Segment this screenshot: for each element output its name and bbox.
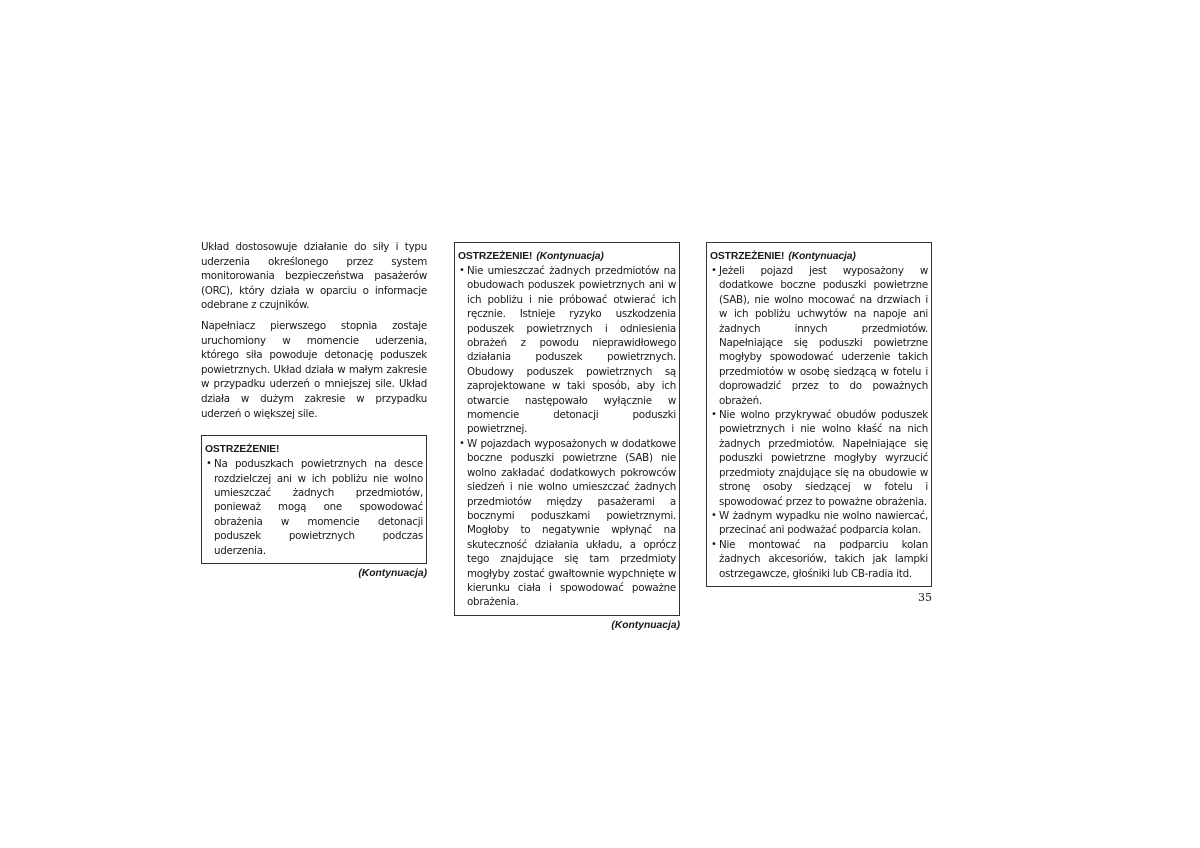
bullet-icon: • xyxy=(711,509,717,521)
page-number: 35 xyxy=(918,591,932,604)
warning-title xyxy=(458,250,676,264)
warning-title-text: OSTRZEŻENIE! xyxy=(710,251,785,262)
warning-item xyxy=(710,408,928,509)
bullet-icon: • xyxy=(459,437,465,449)
warning-list xyxy=(205,457,423,558)
warning-box xyxy=(201,435,427,564)
warning-box xyxy=(706,242,932,587)
inflator-paragraph: Napełniacz pierwszego stopnia zostaje uruchomiony w momencie uderzenia, którego siła powoduje detonację poduszek powietrznych. Układ działa w małym zakresie w przypadku uderzeń o mniejszej sile. Układ działa w dużym zakresie w przypadku uderzeń o większej sile. xyxy=(201,319,427,420)
warning-item-text: W pojazdach wyposażonych w dodatkowe boczne poduszki powietrzne (SAB) nie wolno zakładać dodatkowych pokrowców siedzeń i nie wolno umieszczać żadnych przedmiotów między pasażerami a bocznymi poduszkami powietrznymi. Mogłoby to negatywnie wpłynąć na skuteczność działania układu, a oprócz tego znajdujące się tam przedmioty mogłyby zostać gwałtownie wypchnięte w kierunku ciała i spowodować poważne obrażenia. xyxy=(467,437,676,609)
middle-column xyxy=(454,242,680,631)
warning-item-text: Nie montować na podparciu kolan żadnych akcesoriów, takich jak lampki ostrzegawcze, głośniki lub CB-radia itd. xyxy=(719,538,928,580)
warning-item-text: Jeżeli pojazd jest wyposażony w dodatkowe boczne poduszki powietrzne (SAB), nie wolno mocować na drzwiach i w ich pobliżu uchwytów na napoje ani żadnych innych przedmiotów. Napełniające się poduszki powietrzne mogłyby spowodować uderzenie takich przedmiotów w osobę siedzącą w fotelu i doprowadzić przez to do poważnych obrażeń. xyxy=(719,265,928,407)
bullet-icon: • xyxy=(206,458,212,470)
bullet-icon: • xyxy=(711,265,717,276)
warning-list xyxy=(458,264,676,610)
warning-title-text: OSTRZEŻENIE! xyxy=(205,444,280,456)
warning-title-continued: (Kontynuacja) xyxy=(788,251,856,262)
bullet-icon: • xyxy=(459,265,465,276)
left-column xyxy=(201,240,427,579)
warning-title xyxy=(710,250,928,264)
warning-box xyxy=(454,242,680,616)
warning-title xyxy=(205,443,423,457)
warning-item xyxy=(458,264,676,437)
warning-title-text: OSTRZEŻENIE! xyxy=(458,251,533,262)
warning-item xyxy=(710,538,928,581)
right-column xyxy=(706,242,932,587)
continued-label: (Kontynuacja) xyxy=(611,619,680,631)
warning-item-text: W żadnym wypadku nie wolno nawiercać, przecinać ani podważać podparcia kolan. xyxy=(719,509,928,537)
bullet-icon: • xyxy=(711,409,717,421)
continued-label: (Kontynuacja) xyxy=(358,567,427,579)
warning-item xyxy=(710,264,928,408)
warning-title-continued: (Kontynuacja) xyxy=(536,251,604,262)
bullet-icon: • xyxy=(711,538,717,550)
intro-paragraph: Układ dostosowuje działanie do siły i typu uderzenia określonego przez system monitorowania bezpieczeństwa pasażerów (ORC), który działa w oparciu o informacje odebrane z czujników. xyxy=(201,241,427,312)
warning-item-text: Nie umieszczać żadnych przedmiotów na obudowach poduszek powietrznych ani w ich pobliżu i nie próbować otwierać ich ręcznie. Istnieje ryzyko uszkodzenia poduszek powietrznych i odniesienia obrażeń z powodu nieprawidłowego działania poduszek powietrznych. Obudowy poduszek powietrznych są zaprojektowane w taki sposób, aby ich otwarcie następowało wyłącznie w momencie detonacji poduszki powietrznej. xyxy=(467,265,676,436)
warning-item xyxy=(710,509,928,538)
warning-item xyxy=(205,457,423,558)
warning-item-text: Nie wolno przykrywać obudów poduszek powietrznych i nie wolno kłaść na nich żadnych przedmiotów. Napełniające się poduszki powietrzne mogłyby wyrzucić przedmioty znajdujące się na obudowie w stronę osoby siedzącej w fotelu i spowodować przez to poważne obrażenia. xyxy=(719,409,928,508)
warning-item xyxy=(458,437,676,610)
warning-list xyxy=(710,264,928,581)
warning-item-text: Na poduszkach powietrznych na desce rozdzielczej ani w ich pobliżu nie wolno umieszczać żadnych przedmiotów, ponieważ mogą one spowodować obrażenia w momencie detonacji poduszek powietrznych podczas uderzenia. xyxy=(214,458,423,557)
